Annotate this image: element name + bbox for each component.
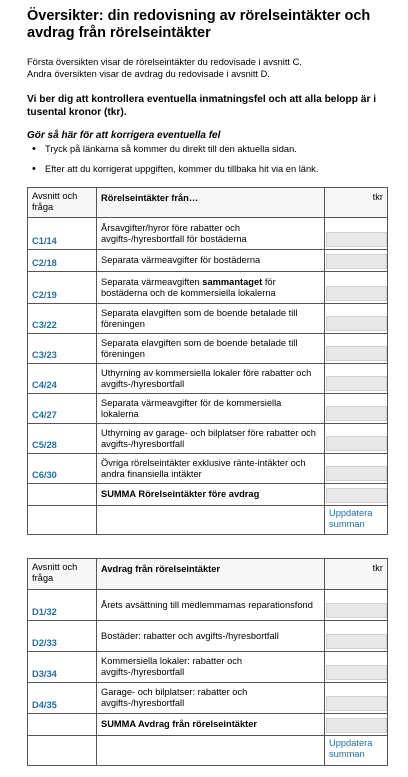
section-link-c3-23[interactable]: C3/23: [28, 334, 97, 364]
row-description: Separata värmeavgifter för de kommersiella lokalerna: [97, 394, 325, 424]
section-link-c6-30[interactable]: C6/30: [28, 454, 97, 484]
update-row: [28, 506, 388, 535]
row-description-end: för bostäderna och de kommersiella lokalerna: [101, 276, 276, 298]
empty-cell: [28, 736, 97, 766]
empty-cell: [28, 484, 97, 506]
income-overview-table: [27, 187, 388, 535]
section-link-c2-18[interactable]: C2/18: [28, 250, 97, 272]
sum-field-deductions: [326, 718, 387, 733]
column-header-description: Avdrag från rörelseintäkter: [97, 559, 325, 590]
section-link-d1-32[interactable]: D1/32: [28, 590, 97, 621]
amount-field-d3-34[interactable]: [326, 665, 387, 680]
amount-cell: [325, 364, 388, 394]
sum-row: [28, 484, 388, 506]
section-link-d2-33[interactable]: D2/33: [28, 621, 97, 652]
column-header-section: Avsnitt och fråga: [28, 188, 97, 218]
amount-field-c3-22[interactable]: [326, 316, 387, 331]
table-row: [28, 334, 388, 364]
amount-field-c5-28[interactable]: [326, 436, 387, 451]
amount-field-d1-32[interactable]: [326, 603, 387, 618]
sum-field-income: [326, 488, 387, 503]
table-row: [28, 590, 388, 621]
amount-cell: [325, 484, 388, 506]
amount-field-c6-30[interactable]: [326, 466, 387, 481]
update-sum-link[interactable]: Uppdatera summan: [325, 506, 388, 535]
empty-cell: [28, 714, 97, 736]
table-row: [28, 250, 388, 272]
section-link-d3-34[interactable]: D3/34: [28, 652, 97, 683]
row-description: Årets avsättning till medlemmarnas reparationsfond: [97, 590, 325, 621]
amount-cell: [325, 590, 388, 621]
amount-cell: [325, 652, 388, 683]
column-header-unit: tkr: [325, 188, 388, 218]
row-description: [97, 272, 325, 304]
table-row: [28, 218, 388, 250]
row-description-emphasis: sammantaget: [202, 276, 263, 287]
column-header-section: Avsnitt och fråga: [28, 559, 97, 590]
amount-cell: [325, 304, 388, 334]
row-description: Garage- och bilplatser: rabatter och avgifts-/hyresbortfall: [97, 683, 325, 714]
row-description: Årsavgifter/hyror före rabatter och avgifts-/hyresbortfall för bostäderna: [97, 218, 325, 250]
intro-text: [27, 56, 397, 80]
section-link-c1-14[interactable]: C1/14: [28, 218, 97, 250]
update-sum-link[interactable]: Uppdatera summan: [325, 736, 388, 766]
section-link-c2-19[interactable]: C2/19: [28, 272, 97, 304]
row-description-start: Separata värmeavgiften: [101, 276, 203, 287]
empty-cell: [97, 506, 325, 535]
column-header-unit: tkr: [325, 559, 388, 590]
section-link-c4-27[interactable]: C4/27: [28, 394, 97, 424]
row-description: Separata elavgiften som de boende betalade till föreningen: [97, 334, 325, 364]
row-description: Uthyrning av garage- och bilplatser före rabatter och avgifts-/hyresbortfall: [97, 424, 325, 454]
row-description: Uthyrning av kommersiella lokaler före rabatter och avgifts-/hyresbortfall: [97, 364, 325, 394]
update-row: [28, 736, 388, 766]
howto-item: • Efter att du korrigerat uppgiften, kommer du tillbaka hit via en länk.: [27, 163, 397, 175]
intro-line-1: Första översikten visar de rörelseintäkter du redovisade i avsnitt C.: [27, 57, 302, 67]
howto-list: [27, 143, 397, 183]
deductions-overview-table: [27, 558, 388, 766]
amount-cell: [325, 683, 388, 714]
amount-field-d2-33[interactable]: [326, 634, 387, 649]
section-link-c4-24[interactable]: C4/24: [28, 364, 97, 394]
sum-label: SUMMA Avdrag från rörelseintäkter: [97, 714, 325, 736]
table-row: [28, 272, 388, 304]
amount-cell: [325, 250, 388, 272]
amount-cell: [325, 621, 388, 652]
amount-cell: [325, 424, 388, 454]
amount-field-c4-27[interactable]: [326, 406, 387, 421]
empty-cell: [28, 506, 97, 535]
table-row: [28, 304, 388, 334]
table-row: [28, 683, 388, 714]
row-description: Separata elavgiften som de boende betalade till föreningen: [97, 304, 325, 334]
amount-field-c4-24[interactable]: [326, 376, 387, 391]
row-description: Bostäder: rabatter och avgifts-/hyresbortfall: [97, 621, 325, 652]
section-link-c3-22[interactable]: C3/22: [28, 304, 97, 334]
table-row: [28, 394, 388, 424]
table-row: [28, 652, 388, 683]
intro-line-2: Andra översikten visar de avdrag du redovisade i avsnitt D.: [27, 69, 270, 79]
warning-text: Vi ber dig att kontrollera eventuella inmatningsfel och att alla belopp är i tusental kronor (tkr).: [27, 94, 377, 118]
amount-field-d4-35[interactable]: [326, 696, 387, 711]
amount-field-c2-19[interactable]: [326, 286, 387, 301]
amount-field-c1-14[interactable]: [326, 232, 387, 247]
table-row: [28, 364, 388, 394]
row-description: Kommersiella lokaler: rabatter och avgifts-/hyresbortfall: [97, 652, 325, 683]
amount-field-c2-18[interactable]: [326, 254, 387, 269]
row-description: Separata värmeavgifter för bostäderna: [97, 250, 325, 272]
amount-cell: [325, 394, 388, 424]
page-title: Översikter: din redovisning av rörelseintäkter och avdrag från rörelseintäkter: [27, 8, 371, 41]
row-description: Övriga rörelseintäkter exklusive ränte-intäkter och andra finansiella intäkter: [97, 454, 325, 484]
amount-cell: [325, 272, 388, 304]
empty-cell: [97, 736, 325, 766]
sum-label: SUMMA Rörelseintäkter före avdrag: [97, 484, 325, 506]
table-header-row: [28, 559, 388, 590]
sum-row: [28, 714, 388, 736]
table-row: [28, 424, 388, 454]
section-link-d4-35[interactable]: D4/35: [28, 683, 97, 714]
section-link-c5-28[interactable]: C5/28: [28, 424, 97, 454]
amount-field-c3-23[interactable]: [326, 346, 387, 361]
amount-cell: [325, 454, 388, 484]
howto-title: Gör så här för att korrigera eventuella fel: [27, 130, 221, 141]
amount-cell: [325, 714, 388, 736]
table-row: [28, 621, 388, 652]
amount-cell: [325, 218, 388, 250]
table-row: [28, 454, 388, 484]
column-header-description: Rörelseintäkter från…: [97, 188, 325, 218]
amount-cell: [325, 334, 388, 364]
howto-item: • Tryck på länkarna så kommer du direkt till den aktuella sidan.: [27, 143, 397, 155]
table-header-row: [28, 188, 388, 218]
